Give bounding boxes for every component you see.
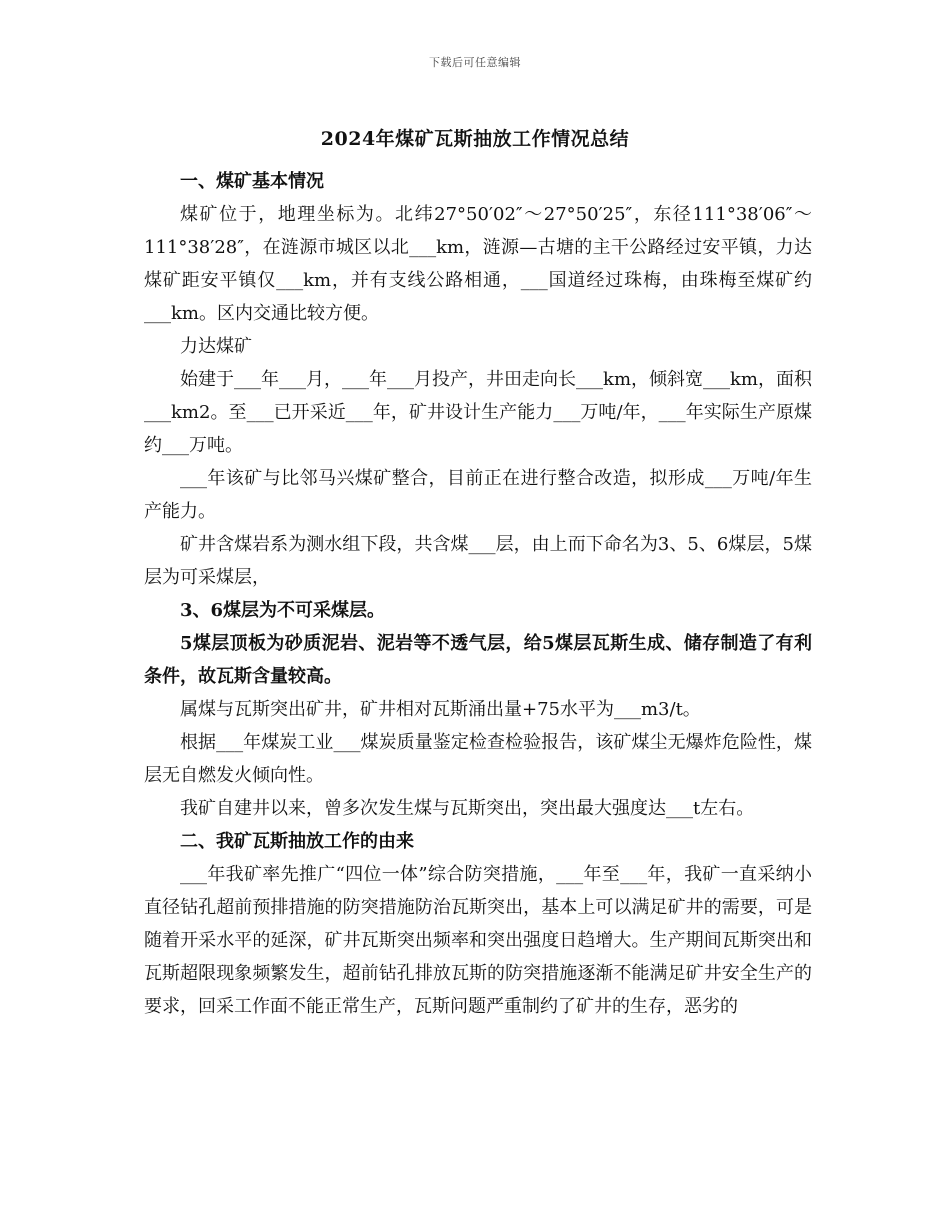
paragraph-merger: ___年该矿与比邻马兴煤矿整合，目前正在进行整合改造，拟形成___万吨/年生产能力。 <box>144 468 812 522</box>
paragraph-outburst-history: 我矿自建井以来，曾多次发生煤与瓦斯突出，突出最大强度达___t左右。 <box>180 798 755 819</box>
section-heading-1: 一、煤矿基本情况 <box>180 171 324 192</box>
paragraph-location: 煤矿位于，地理坐标为。北纬27°50′02″～27°50′25″，东径111°38′06″～111°38′28″，在涟源市城区以北___km，涟源—古塘的主干公路经过安平镇，力达煤矿距安平镇仅___km，并有支线公路相通，___国道经过珠梅，由珠梅至煤矿约___km。区内交通比较方便。 <box>144 204 812 324</box>
paragraph-unmineable-seams: 3、6煤层为不可采煤层。 <box>180 600 386 621</box>
paragraph-mine-name: 力达煤矿 <box>180 336 252 357</box>
paragraph-drainage-origin: ___年我矿率先推广“四位一体”综合防突措施，___年至___年，我矿一直采纳小直径钻孔超前预排措施的防突措施防治瓦斯突出，基本上可以满足矿井的需要，可是随着开采水平的延深，矿井瓦斯突出频率和突出强度日趋增大。生产期间瓦斯突出和瓦斯超限现象频繁发生，超前钻孔排放瓦斯的防突措施逐渐不能满足矿井安全生产的要求，回采工作面不能正常生产，瓦斯问题严重制约了矿井的生存，恶劣的 <box>144 864 812 1017</box>
paragraph-roof-strata: 5煤层顶板为砂质泥岩、泥岩等不透气层，给5煤层瓦斯生成、储存制造了有利条件，故瓦斯含量较高。 <box>144 633 812 687</box>
paragraph-gas-emission: 属煤与瓦斯突出矿井，矿井相对瓦斯涌出量+75水平为___m3/t。 <box>180 699 701 720</box>
document-body <box>144 165 812 1023</box>
paragraph-coal-dust: 根据___年煤炭工业___煤炭质量鉴定检查检验报告，该矿煤尘无爆炸危险性，煤层无自燃发火倾向性。 <box>144 732 812 786</box>
paragraph-construction: 始建于___年___月，___年___月投产，井田走向长___km，倾斜宽___km，面积___km2。至___已开采近___年，矿井设计生产能力___万吨/年，___年实际生产原煤约___万吨。 <box>144 369 812 456</box>
header-note: 下载后可任意编辑 <box>429 56 521 69</box>
section-heading-2: 二、我矿瓦斯抽放工作的由来 <box>180 831 414 852</box>
paragraph-coal-seams: 矿井含煤岩系为测水组下段，共含煤___层，由上而下命名为3、5、6煤层，5煤层为可采煤层， <box>144 534 812 588</box>
document-title: 2024年煤矿瓦斯抽放工作情况总结 <box>320 128 630 150</box>
